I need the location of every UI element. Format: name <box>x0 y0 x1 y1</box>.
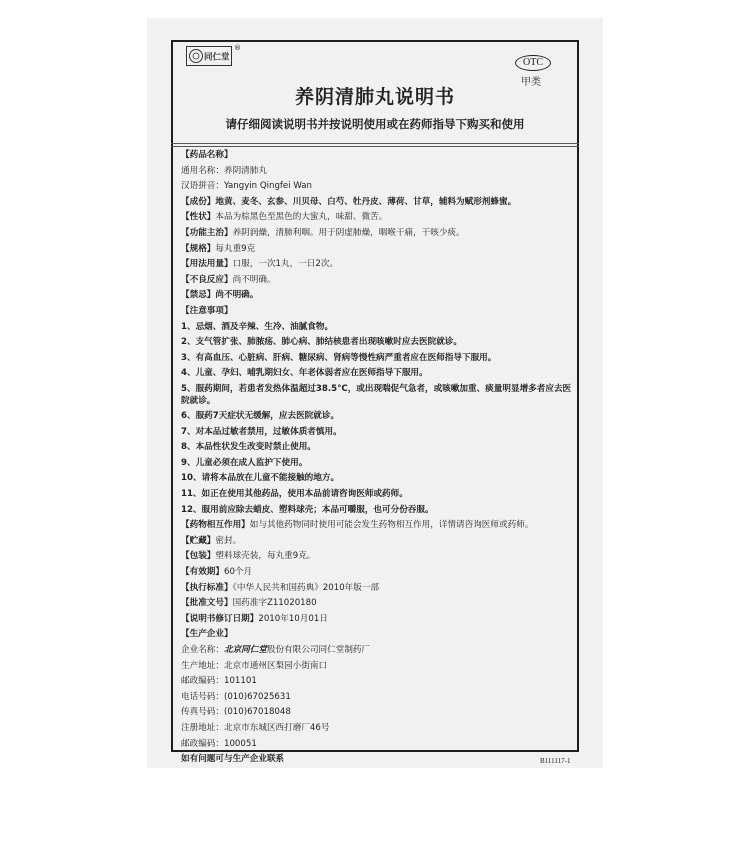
precaution-item: 8、本品性状发生改变时禁止使用。 <box>181 442 316 453</box>
precaution-item: 11、如正在使用其他药品，使用本品前请咨询医师或药师。 <box>181 489 408 500</box>
manufacturer-brand: 北京同仁堂 <box>223 645 267 655</box>
adverse-section <box>181 275 573 287</box>
storage-text: 密封。 <box>215 535 242 546</box>
indications-text: 养阴润燥，清肺利咽。用于阴虚肺燥，咽喉干痛，干咳少痰。 <box>232 227 465 238</box>
precaution-item: 1、忌烟、酒及辛辣、生冷、油腻食物。 <box>181 321 334 332</box>
manufacturer-row-value: (010)67018048 <box>223 707 291 718</box>
pinyin-name: 汉语拼音：Yangyin Qingfei Wan <box>181 181 312 192</box>
precaution-item: 5、服药期间，若患者发热体温超过38.5°C，或出现喘促气急者，或咳嗽加重、痰量明显增多者应去医院就诊。 <box>181 383 572 406</box>
interactions-heading: 【药物相互作用】 <box>181 520 250 531</box>
manufacturer-phone-row <box>181 692 573 704</box>
storage-section <box>181 536 573 548</box>
manufacturer-postcode2-row <box>181 739 573 751</box>
contact-note: 如有问题可与生产企业联系 <box>181 754 285 765</box>
composition-text: 地黄、麦冬、玄参、川贝母、白芍、牡丹皮、薄荷、甘草，辅料为赋形剂蜂蜜。 <box>215 196 517 207</box>
contraindications-text: 尚不明确。 <box>215 290 259 301</box>
otc-badge: OTC <box>515 55 551 71</box>
manufacturer-row-value: 101101 <box>223 676 257 687</box>
description-text: 本品为棕黑色至黑色的大蜜丸，味甜、微苦。 <box>215 212 388 223</box>
specification-section <box>181 244 573 256</box>
generic-name: 通用名称：养阴清肺丸 <box>181 165 267 176</box>
standard-text: 《中华人民共和国药典》2010年版一部 <box>232 582 380 593</box>
precaution-item: 4、儿童、孕妇、哺乳期妇女、年老体弱者应在医师指导下服用。 <box>181 368 428 379</box>
precaution-item: 9、儿童必须在成人监护下使用。 <box>181 457 308 468</box>
dosage-section <box>181 259 573 271</box>
adverse-text: 尚不明确。 <box>232 274 276 285</box>
revision-text: 2010年10月01日 <box>258 613 328 624</box>
manufacturer-row-value: 北京市通州区梨园小街南口 <box>223 660 328 671</box>
adverse-heading: 【不良反应】 <box>181 274 233 285</box>
manufacturer-row-label: 生产地址： <box>181 660 224 671</box>
manufacturer-row-label: 电话号码： <box>181 691 224 702</box>
approval-section <box>181 598 573 610</box>
manufacturer-address-row <box>181 661 573 673</box>
interactions-section <box>181 520 573 532</box>
contraindications-section <box>181 290 573 302</box>
manufacturer-row-label: 邮政编码： <box>181 676 224 687</box>
precaution-item: 6、服药7天症状无缓解，应去医院就诊。 <box>181 411 340 422</box>
indications-heading: 【功能主治】 <box>181 227 233 238</box>
header-divider-bottom <box>171 146 579 147</box>
manufacturer-row-value: (010)67025631 <box>223 691 291 702</box>
logo-emblem-icon <box>188 48 230 64</box>
manufacturer-row-value: 100051 <box>223 738 257 749</box>
indications-section <box>181 228 573 240</box>
manufacturer-row-label: 传真号码： <box>181 707 224 718</box>
revision-section <box>181 614 573 626</box>
validity-section <box>181 567 573 579</box>
specification-text: 每丸重9克 <box>215 243 256 254</box>
interactions-text: 如与其他药物同时使用可能会发生药物相互作用，详情请咨询医师或药师。 <box>249 520 534 531</box>
approval-text: 国药准字Z11020180 <box>232 598 317 609</box>
approval-heading: 【批准文号】 <box>181 598 233 609</box>
precautions-heading: 【注意事项】 <box>181 305 233 316</box>
specification-heading: 【规格】 <box>181 243 216 254</box>
package-section <box>181 551 573 563</box>
manufacturer-name-row <box>181 645 573 657</box>
logo-text: 同仁堂 <box>204 52 230 63</box>
manufacturer-row-value: 北京市东城区西打磨厂46号 <box>223 722 330 733</box>
description-heading: 【性状】 <box>181 212 216 223</box>
manufacturer-name-label: 企业名称： <box>181 645 224 655</box>
precaution-item: 2、支气管扩张、肺脓疡、肺心病、肺结核患者出现咳嗽时应去医院就诊。 <box>181 337 462 348</box>
tongrentang-logo <box>186 46 232 66</box>
precaution-item: 12、服用前应除去蜡皮、塑料球壳；本品可嚼服，也可分份吞服。 <box>181 504 434 515</box>
standard-section <box>181 583 573 595</box>
otc-class-label: 甲类 <box>521 77 541 88</box>
drug-name-heading: 【药品名称】 <box>181 150 233 160</box>
composition-heading: 【成份】 <box>181 196 216 207</box>
document-title: 养阴清肺丸说明书 <box>294 86 455 108</box>
storage-heading: 【贮藏】 <box>181 535 216 546</box>
dosage-text: 口服，一次1丸，一日2次。 <box>232 259 339 270</box>
leaflet-content <box>181 150 573 766</box>
manufacturer-heading: 【生产企业】 <box>181 629 233 640</box>
contraindications-heading: 【禁忌】 <box>181 290 216 301</box>
precaution-item: 10、请将本品放在儿童不能接触的地方。 <box>181 473 340 484</box>
precaution-item: 7、对本品过敏者禁用，过敏体质者慎用。 <box>181 426 342 437</box>
document-subtitle: 请仔细阅读说明书并按说明使用或在药师指导下购买和使用 <box>225 117 525 131</box>
header-divider-top <box>171 143 579 144</box>
registered-mark: ® <box>234 44 241 52</box>
package-heading: 【包装】 <box>181 551 216 562</box>
manufacturer-fax-row <box>181 707 573 719</box>
dosage-heading: 【用法用量】 <box>181 259 233 270</box>
revision-heading: 【说明书修订日期】 <box>181 613 259 624</box>
package-text: 塑料球壳装，每丸重9克。 <box>215 551 316 562</box>
composition-section <box>181 197 573 209</box>
description-section <box>181 212 573 224</box>
manufacturer-row-label: 注册地址： <box>181 722 224 733</box>
print-code: B111117-1 <box>540 757 571 765</box>
manufacturer-row-label: 邮政编码： <box>181 738 224 749</box>
manufacturer-registered-address-row <box>181 723 573 735</box>
precaution-item: 3、有高血压、心脏病、肝病、糖尿病、肾病等慢性病严重者应在医师指导下服用。 <box>181 352 497 363</box>
validity-text: 60个月 <box>223 567 253 578</box>
manufacturer-postcode-row <box>181 676 573 688</box>
validity-heading: 【有效期】 <box>181 567 224 578</box>
standard-heading: 【执行标准】 <box>181 582 233 593</box>
manufacturer-name-rest: 股份有限公司同仁堂制药厂 <box>266 645 371 655</box>
